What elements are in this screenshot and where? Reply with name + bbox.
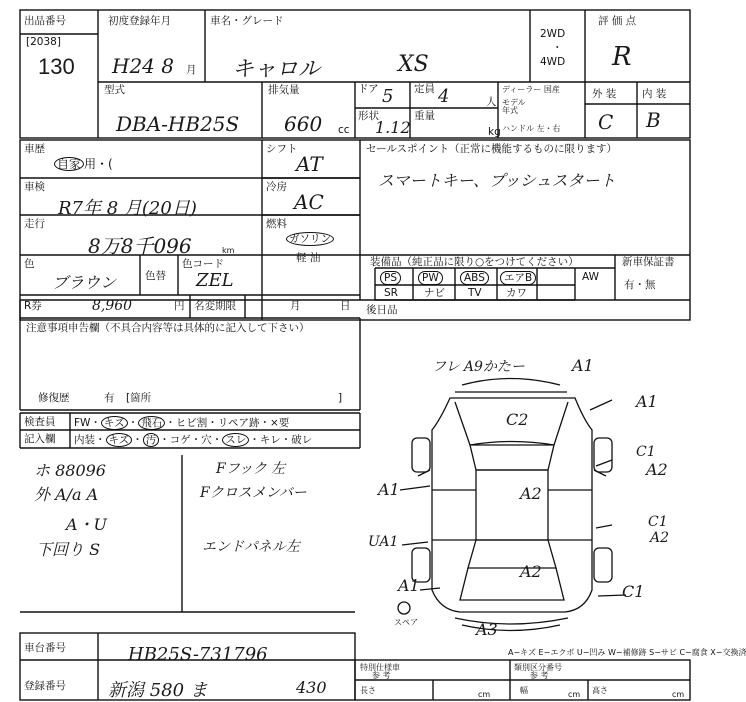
- doors: 5: [382, 86, 394, 107]
- diagram-rear-right-c1: C1: [622, 582, 645, 601]
- diagram-rear-a2: A2: [520, 562, 542, 581]
- diagram-roof-a2: A2: [520, 484, 542, 503]
- plate-label: 登録番号: [24, 680, 66, 692]
- diagram-rear-a3: A3: [476, 620, 498, 639]
- diagram-front-a1: A1: [572, 356, 594, 375]
- model-year-label-2: 年式: [502, 106, 518, 115]
- note-left-1: ホ 88096: [34, 461, 106, 480]
- damage-legend: A−キズ E−エクボ U−凹み W−補修跡 S−サビ C−腐食 X−交換済: [508, 648, 746, 657]
- diagram-left-ua1: UA1: [368, 534, 399, 550]
- lot-subnumber: [2038]: [26, 36, 61, 48]
- post-note-label: 後日品: [366, 304, 398, 316]
- class-category-label: 類別区分番号: [514, 663, 562, 672]
- drive-2wd: 2WD: [540, 28, 566, 40]
- selling-points-value: スマートキー、プッシュスタート: [378, 171, 616, 190]
- plate-suffix: 430: [296, 678, 327, 697]
- diagram-right-c1: C1: [636, 444, 656, 460]
- color-code: ZEL: [196, 270, 234, 291]
- cm-unit-3: cm: [672, 690, 685, 699]
- car-name: キャロル: [232, 57, 321, 82]
- fuel-gasoline: ガソリン: [286, 232, 334, 246]
- color-value: ブラウン: [52, 273, 117, 292]
- equip-ps: PS: [380, 271, 401, 285]
- note-left-2: 外 A/a A: [34, 485, 99, 504]
- aircon-value: AC: [294, 190, 324, 214]
- color-label: 色: [24, 258, 35, 270]
- shape-label: 形状: [358, 110, 379, 122]
- equip-leather: カワ: [506, 287, 527, 299]
- use-value: 自家 用・(: [54, 157, 113, 171]
- model-code-label: 型式: [104, 84, 125, 96]
- lot-number: 130: [38, 54, 75, 79]
- repair-yes: 有: [104, 392, 115, 404]
- cm-unit-1: cm: [478, 690, 491, 699]
- plate-number: 新潟 580 ま: [108, 680, 208, 701]
- fuel-label: 燃料: [266, 218, 287, 230]
- equip-abs: ABS: [460, 271, 489, 285]
- doors-label: ドア: [358, 83, 379, 95]
- kg-unit: kg: [488, 126, 501, 138]
- dealer-label: ディーラー 国産: [502, 85, 560, 94]
- yen-unit: 円: [174, 300, 185, 312]
- registration-deadline-label: 名変期限: [194, 300, 236, 312]
- length-label: 長さ: [360, 686, 376, 695]
- recycle-label: R券: [24, 300, 42, 312]
- month-unit: 月: [186, 64, 197, 76]
- exterior-label: 外 装: [592, 88, 617, 100]
- diagram-right-a2: A2: [646, 460, 668, 479]
- warranty-label: 新車保証書: [622, 256, 675, 268]
- note-left-4: 下回り S: [36, 540, 101, 559]
- diagram-c2: C2: [506, 410, 529, 429]
- steering-label: ハンドル 左・右: [502, 124, 561, 133]
- equip-aw: AW: [582, 271, 599, 283]
- exterior-grade: C: [598, 110, 614, 134]
- model-year-label: モデル: [502, 98, 526, 107]
- note-right-3: エンドパネル左: [202, 539, 300, 555]
- color-code-label: 色コード: [182, 258, 224, 270]
- inspector-label: 検査員: [24, 416, 56, 428]
- lot-number-label: 出品番号: [24, 15, 66, 27]
- first-registration-label: 初度登録年月: [108, 15, 171, 27]
- equip-sr: SR: [384, 287, 398, 299]
- height-label: 高さ: [592, 686, 608, 695]
- cm-unit-2: cm: [568, 690, 581, 699]
- capacity-label: 定員: [414, 83, 435, 95]
- equip-tv: TV: [468, 287, 482, 299]
- note-right-1: Fフック 左: [216, 461, 286, 477]
- diagram-rear-left-a1: A1: [398, 576, 420, 595]
- equip-airbag: エアB: [500, 271, 536, 285]
- special-category-label: 特別仕様車: [360, 663, 400, 672]
- inspection-label: 車検: [24, 181, 45, 193]
- note-left-3: A・U: [66, 515, 108, 534]
- shift-value: AT: [296, 152, 323, 176]
- km-unit: km: [222, 246, 235, 255]
- displacement-label: 排気量: [268, 84, 300, 96]
- recycle-value: 8,960: [92, 298, 133, 314]
- reference-label-1: 参 考: [372, 671, 391, 680]
- shape: 1.12: [375, 118, 411, 137]
- aircon-label: 冷房: [266, 181, 287, 193]
- width-label: 幅: [520, 686, 528, 695]
- color-no-label: 色替: [145, 270, 166, 282]
- use-label: 車歴: [24, 143, 45, 155]
- grade: XS: [398, 52, 429, 77]
- month-label: 月: [290, 300, 301, 312]
- score-label: 評 価 点: [598, 15, 637, 27]
- mileage-label: 走行: [24, 218, 45, 230]
- shift-label: シフト: [266, 143, 298, 155]
- day-label: 日: [340, 300, 351, 312]
- fuel-diesel: 軽 油: [296, 252, 321, 264]
- interior-grade: B: [646, 108, 661, 132]
- diagram-front-note: フレ A9かたー: [432, 359, 525, 375]
- equip-pw: PW: [418, 271, 443, 285]
- interior-label: 内 装: [642, 88, 667, 100]
- diagram-right-c1b: C1: [648, 514, 668, 530]
- notes-label: 注意事項申告欄（不具合内容等は具体的に記入して下さい）: [26, 322, 310, 334]
- entry-label: 記入欄: [24, 433, 56, 445]
- reference-label-2: 参 考: [530, 671, 549, 680]
- chassis-number: HB25S-731796: [128, 644, 268, 665]
- inspection-row-1: FW・ キズ ・ 飛石 ・ヒビ割・リペア跡・×要: [74, 417, 290, 429]
- warranty-value: 有・無: [624, 279, 656, 291]
- chassis-label: 車台番号: [24, 642, 66, 654]
- inspection-value: R7年 8 月(20日): [58, 198, 197, 219]
- use-circled: 自家: [54, 157, 84, 171]
- diagram-right-a1: A1: [636, 392, 658, 411]
- first-registration-value: H24 8: [112, 54, 174, 78]
- spare-label: スペア: [394, 618, 418, 627]
- note-right-2: Fクロスメンバー: [200, 485, 307, 501]
- mileage-value: 8万8千096: [88, 234, 192, 258]
- capacity: 4: [438, 86, 450, 107]
- repair-history-label: 修復歴: [38, 392, 70, 404]
- diagram-left-a1: A1: [378, 480, 400, 499]
- displacement: 660: [284, 112, 323, 136]
- drive-4wd: 4WD: [540, 56, 566, 68]
- score-value: R: [612, 42, 632, 72]
- weight-label: 重量: [414, 110, 435, 122]
- model-code: DBA-HB25S: [116, 112, 240, 136]
- equipment-label: 装備品（純正品に限り○をつけてください）: [370, 256, 579, 268]
- cc-unit: cc: [338, 124, 350, 136]
- model-grade-label: 車名・グレード: [210, 15, 284, 27]
- capacity-unit: 人: [486, 96, 497, 108]
- inspection-row-2: 内装・ キズ ・ 汚 ・コゲ・穴・ スレ ・キレ・破レ: [74, 434, 313, 446]
- drive-dot: ・: [552, 42, 563, 54]
- selling-points-label: セールスポイント（正常に機能するものに限ります）: [366, 143, 618, 155]
- repair-location-label: [箇所: [126, 392, 152, 404]
- diagram-right-a2b: A2: [650, 530, 670, 546]
- equip-navi: ナビ: [424, 287, 445, 299]
- repair-close-bracket: ]: [338, 392, 343, 404]
